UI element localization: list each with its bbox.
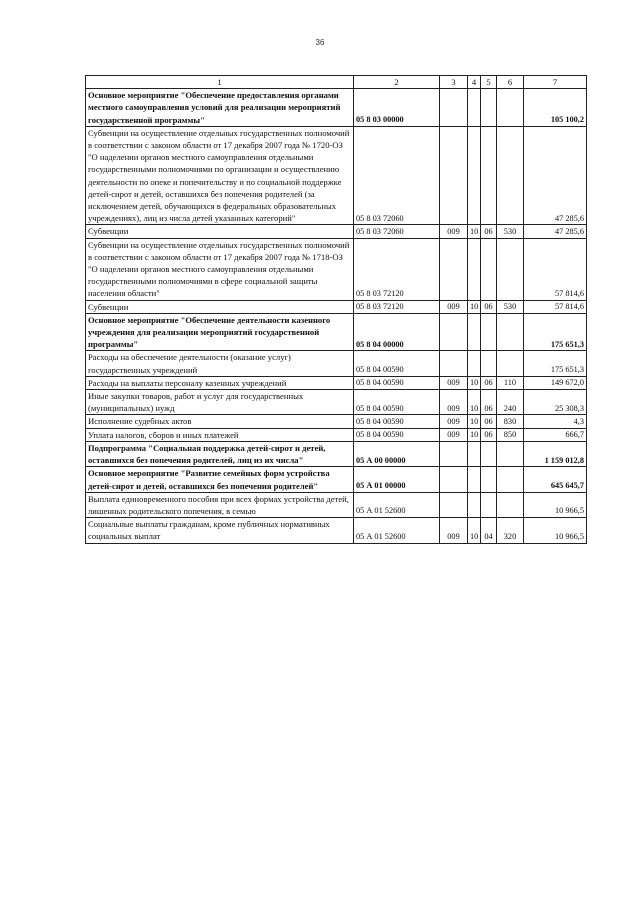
amount-value: 175 651,3 xyxy=(524,351,587,376)
budget-item-name: Основное мероприятие "Обеспечение предоставления органами местного самоуправления условий для реализации мероприятий государственной программы" xyxy=(86,89,354,127)
section-code: 10 xyxy=(468,428,481,441)
section-code xyxy=(468,126,481,225)
budget-item-name: Субвенции xyxy=(86,225,354,238)
table-row xyxy=(86,492,587,517)
subsection-code xyxy=(481,89,497,127)
target-article-code: 05 А 01 52600 xyxy=(354,518,440,543)
amount-value: 57 814,6 xyxy=(524,300,587,313)
header-cell-2: 2 xyxy=(354,76,440,89)
department-code xyxy=(440,467,468,492)
expense-type-code xyxy=(497,492,524,517)
department-code: 009 xyxy=(440,376,468,389)
budget-table xyxy=(85,75,587,544)
department-code xyxy=(440,89,468,127)
amount-value: 666,7 xyxy=(524,428,587,441)
target-article-code: 05 А 01 00000 xyxy=(354,467,440,492)
expense-type-code: 320 xyxy=(497,518,524,543)
subsection-code: 06 xyxy=(481,225,497,238)
expense-type-code xyxy=(497,126,524,225)
subsection-code xyxy=(481,492,497,517)
amount-value: 47 285,6 xyxy=(524,126,587,225)
section-code xyxy=(468,441,481,466)
budget-item-name: Исполнение судебных актов xyxy=(86,415,354,428)
target-article-code: 05 8 03 72120 xyxy=(354,300,440,313)
header-cell-5: 5 xyxy=(481,76,497,89)
amount-value: 645 645,7 xyxy=(524,467,587,492)
department-code xyxy=(440,313,468,351)
amount-value: 25 308,3 xyxy=(524,390,587,415)
section-code: 10 xyxy=(468,518,481,543)
table-row xyxy=(86,428,587,441)
expense-type-code: 110 xyxy=(497,376,524,389)
expense-type-code xyxy=(497,89,524,127)
table-row xyxy=(86,225,587,238)
department-code: 009 xyxy=(440,390,468,415)
budget-item-name: Социальные выплаты гражданам, кроме публичных нормативных социальных выплат xyxy=(86,518,354,543)
amount-value: 175 651,3 xyxy=(524,313,587,351)
budget-item-name: Расходы на выплаты персоналу казенных учреждений xyxy=(86,376,354,389)
target-article-code: 05 8 04 00590 xyxy=(354,390,440,415)
expense-type-code: 530 xyxy=(497,225,524,238)
expense-type-code: 240 xyxy=(497,390,524,415)
section-code: 10 xyxy=(468,390,481,415)
section-code xyxy=(468,492,481,517)
target-article-code: 05 8 04 00590 xyxy=(354,415,440,428)
table-row xyxy=(86,126,587,225)
subsection-code: 04 xyxy=(481,518,497,543)
amount-value: 10 966,5 xyxy=(524,492,587,517)
expense-type-code: 530 xyxy=(497,300,524,313)
section-code xyxy=(468,313,481,351)
table-row xyxy=(86,238,587,300)
header-cell-3: 3 xyxy=(440,76,468,89)
expense-type-code: 850 xyxy=(497,428,524,441)
expense-type-code xyxy=(497,467,524,492)
expense-type-code: 830 xyxy=(497,415,524,428)
amount-value: 47 285,6 xyxy=(524,225,587,238)
amount-value: 105 100,2 xyxy=(524,89,587,127)
table-row xyxy=(86,89,587,127)
amount-value: 57 814,6 xyxy=(524,238,587,300)
table-header-row xyxy=(86,76,587,89)
department-code: 009 xyxy=(440,415,468,428)
budget-item-name: Выплата единовременного пособия при всех формах устройства детей, лишенных родительского попечения, в семью xyxy=(86,492,354,517)
target-article-code: 05 8 04 00590 xyxy=(354,351,440,376)
department-code xyxy=(440,492,468,517)
target-article-code: 05 А 01 52600 xyxy=(354,492,440,517)
target-article-code: 05 8 03 00000 xyxy=(354,89,440,127)
target-article-code: 05 8 03 72120 xyxy=(354,238,440,300)
section-code xyxy=(468,89,481,127)
subsection-code xyxy=(481,313,497,351)
subsection-code: 06 xyxy=(481,415,497,428)
section-code xyxy=(468,238,481,300)
amount-value: 149 672,0 xyxy=(524,376,587,389)
subsection-code xyxy=(481,467,497,492)
budget-item-name: Субвенции на осуществление отдельных государственных полномочий в соответствии с законом области от 17 декабря 2007 года № 1720-ОЗ "О наделении органов местного самоуправления отдельными государственными полномочиями по организации и осуществлению деятельности по опеке и попечительству и по социальной поддержке детей-сирот и детей, оставшихся без попечения родителей (за исключением детей, обучающихся в федеральных образовательных учреждениях), лиц из числа детей указанных категорий" xyxy=(86,126,354,225)
section-code: 10 xyxy=(468,415,481,428)
page-number: 36 xyxy=(315,38,325,47)
section-code: 10 xyxy=(468,225,481,238)
budget-item-name: Основное мероприятие "Обеспечение деятельности казенного учреждения для реализации мероприятий государственной программы" xyxy=(86,313,354,351)
budget-item-name: Расходы на обеспечение деятельности (оказание услуг) государственных учреждений xyxy=(86,351,354,376)
target-article-code: 05 8 04 00000 xyxy=(354,313,440,351)
subsection-code: 06 xyxy=(481,376,497,389)
header-cell-4: 4 xyxy=(468,76,481,89)
subsection-code xyxy=(481,126,497,225)
department-code xyxy=(440,351,468,376)
table-row xyxy=(86,390,587,415)
department-code: 009 xyxy=(440,518,468,543)
department-code: 009 xyxy=(440,428,468,441)
target-article-code: 05 8 04 00590 xyxy=(354,428,440,441)
table-row xyxy=(86,351,587,376)
header-cell-7: 7 xyxy=(524,76,587,89)
header-cell-1: 1 xyxy=(86,76,354,89)
header-cell-6: 6 xyxy=(497,76,524,89)
department-code xyxy=(440,126,468,225)
subsection-code xyxy=(481,238,497,300)
table-row xyxy=(86,518,587,543)
subsection-code: 06 xyxy=(481,300,497,313)
subsection-code: 06 xyxy=(481,390,497,415)
subsection-code xyxy=(481,351,497,376)
section-code xyxy=(468,467,481,492)
table-row xyxy=(86,441,587,466)
budget-item-name: Уплата налогов, сборов и иных платежей xyxy=(86,428,354,441)
section-code xyxy=(468,351,481,376)
expense-type-code xyxy=(497,238,524,300)
budget-item-name: Подпрограмма "Социальная поддержка детей-сирот и детей, оставшихся без попечения родителей, лиц из их числа" xyxy=(86,441,354,466)
budget-item-name: Иные закупки товаров, работ и услуг для государственных (муниципальных) нужд xyxy=(86,390,354,415)
target-article-code: 05 8 03 72060 xyxy=(354,126,440,225)
amount-value: 4,3 xyxy=(524,415,587,428)
section-code: 10 xyxy=(468,300,481,313)
section-code: 10 xyxy=(468,376,481,389)
amount-value: 1 159 012,8 xyxy=(524,441,587,466)
table-row xyxy=(86,376,587,389)
department-code: 009 xyxy=(440,300,468,313)
department-code: 009 xyxy=(440,225,468,238)
table-row xyxy=(86,415,587,428)
target-article-code: 05 8 03 72060 xyxy=(354,225,440,238)
expense-type-code xyxy=(497,441,524,466)
target-article-code: 05 А 00 00000 xyxy=(354,441,440,466)
table-row xyxy=(86,300,587,313)
budget-item-name: Субвенции xyxy=(86,300,354,313)
table-row xyxy=(86,313,587,351)
budget-item-name: Основное мероприятие "Развитие семейных форм устройства детей-сирот и детей, оставшихся без попечения родителей" xyxy=(86,467,354,492)
amount-value: 10 966,5 xyxy=(524,518,587,543)
target-article-code: 05 8 04 00590 xyxy=(354,376,440,389)
department-code xyxy=(440,441,468,466)
expense-type-code xyxy=(497,351,524,376)
expense-type-code xyxy=(497,313,524,351)
department-code xyxy=(440,238,468,300)
subsection-code: 06 xyxy=(481,428,497,441)
table-row xyxy=(86,467,587,492)
subsection-code xyxy=(481,441,497,466)
budget-item-name: Субвенции на осуществление отдельных государственных полномочий в соответствии с законом области от 17 декабря 2007 года № 1718-ОЗ "О наделении органов местного самоуправления отдельными государственными полномочиями в сфере социальной защиты населения области" xyxy=(86,238,354,300)
